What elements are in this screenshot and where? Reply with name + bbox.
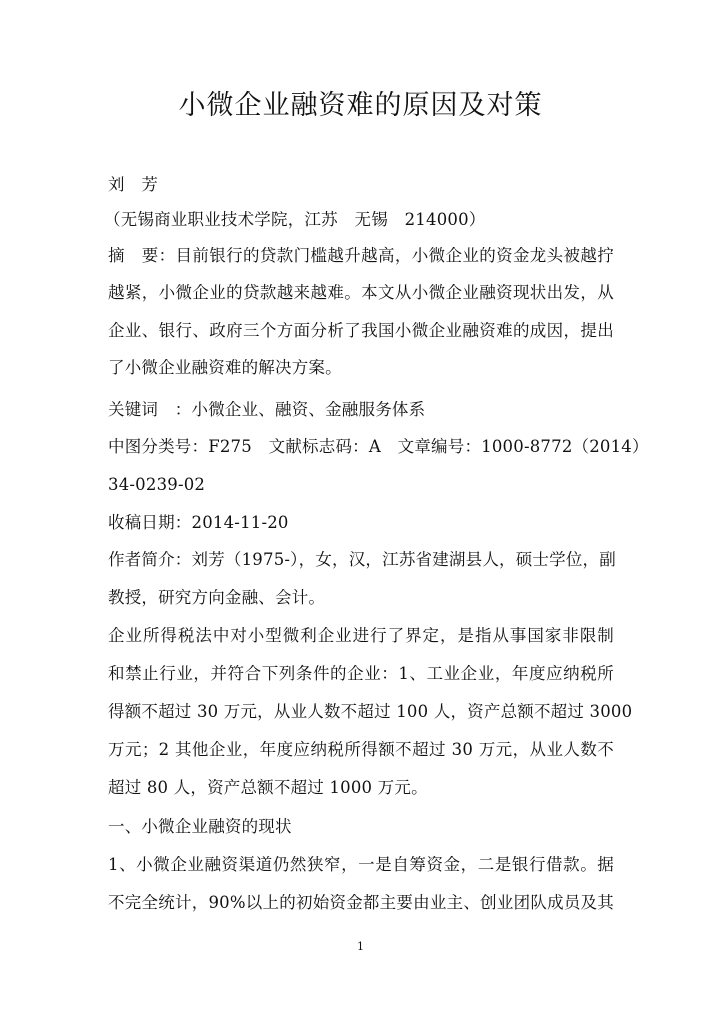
classification-line: 中图分类号：F275 文献标志码：A 文章编号：1000-8772（2014） — [108, 437, 649, 456]
keywords-line: 关键词 ：小微企业、融资、金融服务体系 — [108, 400, 426, 419]
body-paragraph-line: 不完全统计，90%以上的初始资金都主要由业主、创业团队成员及其 — [108, 893, 614, 912]
section-heading: 一、小微企业融资的现状 — [108, 817, 292, 836]
author-name: 刘 芳 — [108, 175, 159, 194]
abstract-line: 了小微企业融资难的解决方案。 — [108, 358, 342, 377]
author-bio-line: 作者简介：刘芳（1975-），女，汉，江苏省建湖县人，硕士学位，副 — [108, 550, 616, 569]
author-affiliation: （无锡商业职业技术学院，江苏 无锡 214000） — [104, 210, 486, 229]
abstract-line: 越紧，小微企业的贷款越来越难。本文从小微企业融资现状出发，从 — [108, 283, 614, 302]
author-bio-line: 教授，研究方向金融、会计。 — [108, 588, 326, 607]
received-date-line: 收稿日期：2014-11-20 — [108, 513, 289, 532]
body-paragraph-line: 超过 80 人，资产总额不超过 1000 万元。 — [108, 778, 428, 797]
body-paragraph-line: 企业所得税法中对小型微利企业进行了界定，是指从事国家非限制 — [108, 626, 614, 645]
document-title: 小微企业融资难的原因及对策 — [178, 90, 543, 121]
body-paragraph-line: 万元；2 其他企业，年度应纳税所得额不超过 30 万元，从业人数不 — [108, 740, 614, 759]
page-number: 1 — [357, 940, 364, 953]
abstract-line: 摘 要：目前银行的贷款门槛越升越高，小微企业的资金龙头被越拧 — [108, 246, 614, 265]
body-paragraph-line: 和禁止行业，并符合下列条件的企业：1、工业企业，年度应纳税所 — [108, 664, 614, 683]
body-paragraph-line: 得额不超过 30 万元，从业人数不超过 100 人，资产总额不超过 3000 — [108, 702, 633, 721]
body-paragraph-line: 1、小微企业融资渠道仍然狭窄，一是自筹资金，二是银行借款。据 — [108, 855, 614, 874]
classification-line: 34-0239-02 — [108, 475, 206, 494]
abstract-line: 企业、银行、政府三个方面分析了我国小微企业融资难的成因，提出 — [108, 321, 614, 340]
